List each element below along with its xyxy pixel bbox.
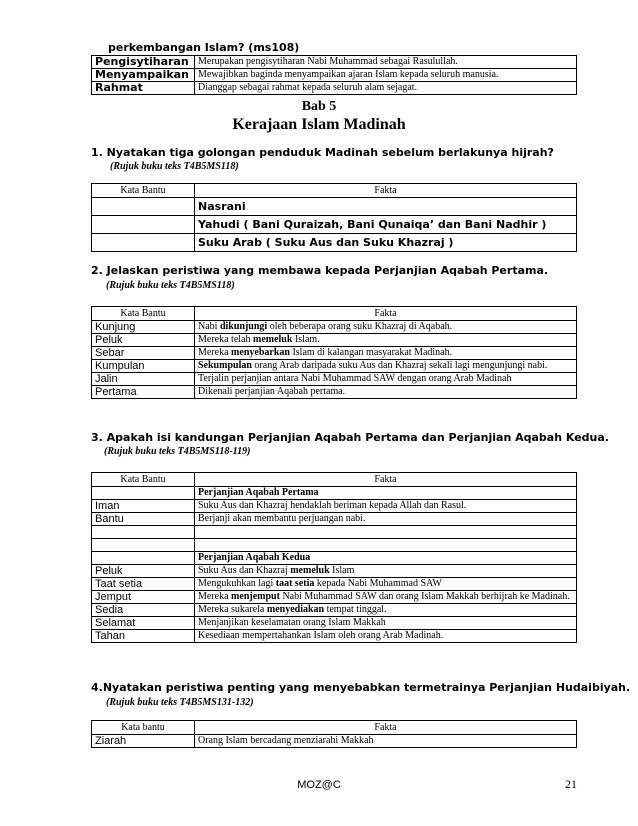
question-1: 1. Nyatakan tiga golongan penduduk Madinah sebelum berlakunya hijrah?	[91, 146, 554, 159]
question-4: 4.Nyatakan peristiwa penting yang menyebabkan termetrainya Perjanjian Hudaibiyah.	[91, 681, 631, 694]
table-row: Pertama Dikenali perjanjian Aqabah pertama.	[92, 386, 577, 399]
table-header-row: Kata Bantu Fakta	[92, 473, 577, 487]
q1-table	[91, 183, 577, 252]
chapter-number: Bab 5	[301, 99, 337, 114]
table-row	[92, 526, 577, 539]
table-row: Selamat Menjanjikan keselamatan orang Islam Makkah	[92, 617, 577, 630]
table-row: Nasrani	[92, 198, 577, 216]
table-row: Iman Suku Aus dan Khazraj hendaklah beriman kepada Allah dan Rasul.	[92, 500, 577, 513]
table-row: Suku Arab ( Suku Aus dan Suku Khazraj )	[92, 234, 577, 252]
table-row	[92, 539, 577, 552]
table-row: Pengisytiharan Merupakan pengisytiharan Nabi Muhammad sebagai Rasulullah.	[92, 56, 577, 69]
table-row: Perjanjian Aqabah Kedua	[92, 552, 577, 565]
question-3: 3. Apakah isi kandungan Perjanjian Aqabah Pertama dan Perjanjian Aqabah Kedua.	[91, 431, 609, 444]
top-table	[91, 55, 577, 95]
chapter-title: Kerajaan Islam Madinah	[232, 116, 406, 133]
table-row: Perjanjian Aqabah Pertama	[92, 487, 577, 500]
q2-table	[91, 306, 577, 399]
q4-table	[91, 720, 577, 748]
table-row: Yahudi ( Bani Quraizah, Bani Qunaiqa’ dan Bani Nadhir )	[92, 216, 577, 234]
table-row: Kunjung Nabi dikunjungi oleh beberapa orang suku Khazraj di Aqabah.	[92, 321, 577, 334]
table-row: Jalin Terjalin perjanjian antara Nabi Muhammad SAW dengan orang Arab Madinah	[92, 373, 577, 386]
table-row: Rahmat Dianggap sebagai rahmat kepada seluruh alam sejagat.	[92, 82, 577, 95]
table-row: Menyampaikan Mewajibkan baginda menyampaikan ajaran Islam kepada seluruh manusia.	[92, 69, 577, 82]
page-number: 21	[565, 777, 577, 791]
footer-author: MOZ@C	[297, 779, 341, 791]
table-row: Sebar Mereka menyebarkan Islam di kalangan masyarakat Madinah.	[92, 347, 577, 360]
top-line: perkembangan Islam? (ms108)	[108, 41, 300, 54]
table-row: Peluk Suku Aus dan Khazraj memeluk Islam	[92, 565, 577, 578]
question-1-ref: (Rujuk buku teks T4B5MS118)	[110, 161, 239, 172]
table-row: Peluk Mereka telah memeluk Islam.	[92, 334, 577, 347]
table-row: Jemput Mereka menjemput Nabi Muhammad SAW dan orang Islam Makkah berhijrah ke Madinah.	[92, 591, 577, 604]
q3-table	[91, 472, 577, 643]
question-3-ref: (Rujuk buku teks T4B5MS118-119)	[104, 446, 251, 457]
question-2-ref: (Rujuk buku teks T4B5MS118)	[106, 280, 235, 291]
table-header-row: Kata Bantu Fakta	[92, 184, 577, 198]
table-row: Sedia Mereka sukarela menyediakan tempat tinggal.	[92, 604, 577, 617]
table-row: Ziarah Orang Islam bercadang menziarahi Makkah	[92, 735, 577, 748]
table-row: Tahan Kesediaan mempertahankan Islam oleh orang Arab Madinah.	[92, 630, 577, 643]
question-2: 2. Jelaskan peristiwa yang membawa kepada Perjanjian Aqabah Pertama.	[91, 264, 549, 277]
table-row: Bantu Berjanji akan membantu perjuangan nabi.	[92, 513, 577, 526]
table-row: Taat setia Mengukuhkan lagi taat setia kepada Nabi Muhammad SAW	[92, 578, 577, 591]
table-row: Kumpulan Sekumpulan orang Arab daripada suku Aus dan Khazraj sekali lagi mengunjungi nabi.	[92, 360, 577, 373]
table-header-row: Kata Bantu Fakta	[92, 307, 577, 321]
table-header-row: Kata bantu Fakta	[92, 721, 577, 735]
question-4-ref: (Rujuk buku teks T4B5MS131-132)	[106, 697, 254, 708]
